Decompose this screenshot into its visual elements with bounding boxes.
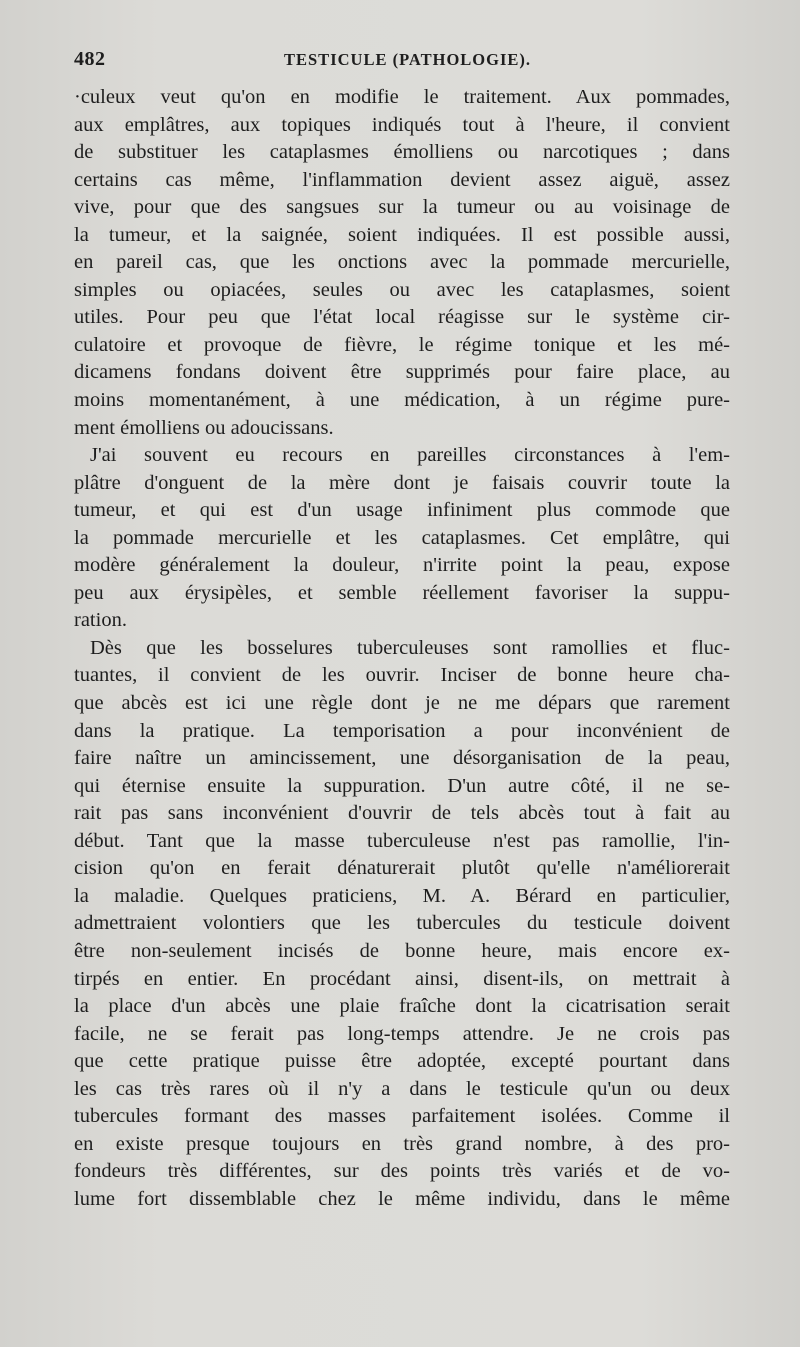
text-line: admettraient volontiers que les tubercules du testicule doivent [74,912,730,935]
text-line: certains cas même, l'inflammation devient assez aiguë, assez [74,168,730,191]
text-line: fondeurs très différentes, sur des points très variés et de vo- [74,1160,730,1183]
text-line: Dès que les bosselures tuberculeuses sont ramollies et fluc- [90,636,730,659]
text-line: en pareil cas, que les onctions avec la pommade mercurielle, [74,251,730,274]
text-line: les cas très rares où il n'y a dans le testicule qu'un ou deux [74,1077,730,1100]
text-line: cision qu'on en ferait dénaturerait plutôt qu'elle n'améliorerait [74,857,730,880]
text-line: vive, pour que des sangsues sur la tumeur ou au voisinage de [74,196,730,219]
text-line: dans la pratique. La temporisation a pour inconvénient de [74,719,730,742]
text-line: que abcès est ici une règle dont je ne me dépars que rarement [74,692,730,715]
text-line: la place d'un abcès une plaie fraîche dont la cicatrisation serait [74,995,730,1018]
text-line: être non-seulement incisés de bonne heure, mais encore ex- [74,939,730,962]
text-line: qui éternise ensuite la suppuration. D'un autre côté, il ne se- [74,774,730,797]
text-line: ration. [74,609,127,632]
text-line: ·culeux veut qu'on en modifie le traitement. Aux pommades, [74,86,730,108]
text-line: ment émolliens ou adoucissans. [74,416,334,439]
page-number: 482 [74,48,106,70]
text-line: peu aux érysipèles, et semble réellement favoriser la suppu- [74,581,730,604]
page-header [74,48,734,78]
text-line: que cette pratique puisse être adoptée, excepté pourtant dans [74,1050,730,1073]
text-line: tumeur, et qui est d'un usage infiniment plus commode que [74,499,730,522]
text-line: culatoire et provoque de fièvre, le régime tonique et les mé- [74,333,730,356]
text-line: de substituer les cataplasmes émolliens ou narcotiques ; dans [74,141,730,164]
text-line: moins momentanément, à une médication, à un régime pure- [74,389,730,412]
body-text [74,84,730,1213]
text-line: tirpés en entier. En procédant ainsi, disent-ils, on mettrait à [74,967,730,990]
text-line: faire naître un amincissement, une désorganisation de la peau, [74,747,730,770]
text-line: lume fort dissemblable chez le même individu, dans le même [74,1187,730,1210]
text-line: la maladie. Quelques praticiens, M. A. Bérard en particulier, [74,884,730,907]
text-line: aux emplâtres, aux topiques indiqués tout à l'heure, il convient [74,113,730,136]
text-line: tuantes, il convient de les ouvrir. Inciser de bonne heure cha- [74,664,730,687]
text-line: dicamens fondans doivent être supprimés pour faire place, au [74,361,730,384]
text-line: rait pas sans inconvénient d'ouvrir de tels abcès tout à fait au [74,802,730,825]
text-line: facile, ne se ferait pas long-temps attendre. Je ne crois pas [74,1022,730,1045]
text-line: la tumeur, et la saignée, soient indiquées. Il est possible aussi, [74,223,730,246]
text-line: utiles. Pour peu que l'état local réagisse sur le système cir- [74,306,730,329]
text-line: en existe presque toujours en très grand nombre, à des pro- [74,1132,730,1155]
text-line: J'ai souvent eu recours en pareilles circonstances à l'em- [90,444,730,467]
text-line: plâtre d'onguent de la mère dont je faisais couvrir toute la [74,471,730,494]
text-line: simples ou opiacées, seules ou avec les cataplasmes, soient [74,278,730,301]
text-line: début. Tant que la masse tuberculeuse n'est pas ramollie, l'in- [74,829,730,852]
text-line: tubercules formant des masses parfaitement isolées. Comme il [74,1105,730,1128]
text-line: la pommade mercurielle et les cataplasmes. Cet emplâtre, qui [74,526,730,549]
running-title: TESTICULE (PATHOLOGIE). [284,50,532,69]
text-line: modère généralement la douleur, n'irrite point la peau, expose [74,554,730,577]
